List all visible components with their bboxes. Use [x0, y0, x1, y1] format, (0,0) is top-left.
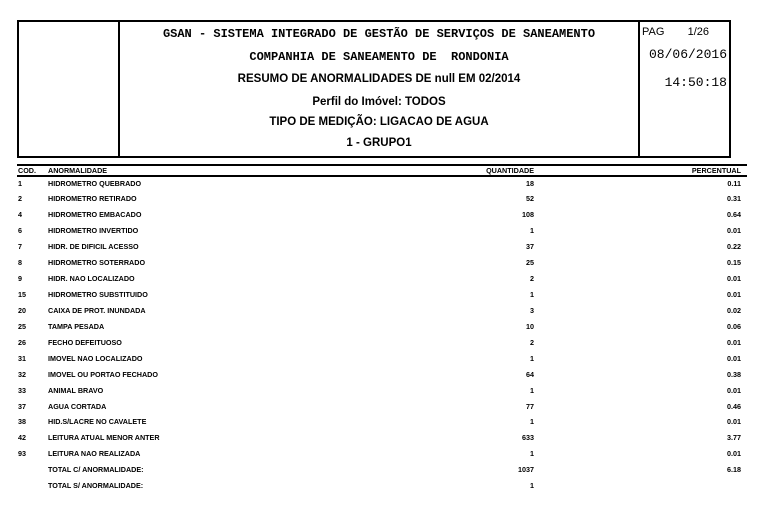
row-cod: 20 [18, 305, 26, 315]
row-percentual: 0.01 [727, 337, 741, 347]
system-title: GSAN - SISTEMA INTEGRADO DE GESTÃO DE SERVIÇOS DE SANEAMENTO [162, 27, 596, 41]
row-anormalidade: AGUA CORTADA [48, 401, 107, 411]
table-row [0, 258, 759, 268]
row-anormalidade: IMOVEL OU PORTAO FECHADO [48, 369, 158, 379]
page-number: 1/26 [687, 26, 709, 38]
row-cod: 2 [18, 194, 22, 204]
row-cod: 93 [18, 449, 26, 459]
table-row [0, 386, 759, 396]
row-percentual: 0.01 [727, 290, 741, 299]
table-row [0, 242, 759, 252]
table-row [0, 417, 759, 427]
row-quantidade: 37 [526, 242, 534, 252]
row-quantidade: 18 [526, 178, 534, 188]
row-anormalidade: LEITURA ATUAL MENOR ANTER [48, 433, 160, 443]
row-anormalidade: FECHO DEFEITUOSO [48, 337, 122, 347]
row-quantidade: 1 [530, 226, 534, 236]
row-percentual: 3.77 [727, 433, 741, 443]
row-quantidade: 1 [530, 290, 534, 299]
row-percentual: 0.02 [727, 305, 741, 315]
table-row [0, 322, 759, 332]
row-percentual: 0.64 [727, 210, 741, 220]
profile-line: Perfil do Imóvel: TODOS [312, 96, 446, 108]
table-row [0, 402, 759, 412]
row-quantidade: 25 [526, 258, 534, 268]
row-anormalidade: TOTAL S/ ANORMALIDADE: [48, 481, 144, 491]
row-cod: 31 [18, 353, 26, 363]
row-percentual: 0.01 [727, 226, 741, 236]
row-percentual: 0.01 [727, 274, 741, 284]
row-percentual: 0.06 [727, 321, 741, 331]
row-percentual: 0.01 [727, 449, 741, 459]
row-quantidade: 3 [530, 305, 534, 315]
table-row [0, 338, 759, 348]
row-anormalidade: HIDROMETRO SOTERRADO [48, 258, 146, 268]
row-cod: 7 [18, 242, 22, 252]
table-header-rule [17, 175, 747, 177]
company-name: COMPANHIA DE SANEAMENTO DE RONDONIA [249, 50, 509, 64]
row-anormalidade: HIDROMETRO INVERTIDO [48, 226, 139, 236]
row-percentual: 0.11 [727, 178, 741, 188]
row-cod: 33 [18, 385, 26, 395]
row-quantidade: 1 [530, 417, 534, 427]
row-quantidade: 1 [530, 481, 534, 491]
column-header-anormalidade: ANORMALIDADE [48, 165, 108, 175]
table-row [0, 194, 759, 204]
row-anormalidade: HID.S/LACRE NO CAVALETE [48, 417, 147, 427]
table-row [0, 274, 759, 284]
row-anormalidade: HIDR. DE DIFICIL ACESSO [48, 242, 139, 252]
row-quantidade: 2 [530, 274, 534, 284]
row-percentual: 0.38 [727, 369, 741, 379]
row-anormalidade: HIDR. NAO LOCALIZADO [48, 274, 135, 284]
row-quantidade: 1 [530, 385, 534, 395]
report-date: 08/06/2016 [648, 47, 727, 62]
row-quantidade: 1 [530, 353, 534, 363]
row-cod: 9 [18, 274, 22, 284]
report-title: RESUMO DE ANORMALIDADES DE null EM 02/2014 [237, 73, 521, 85]
page-indicator [642, 25, 709, 39]
row-cod: 37 [18, 401, 26, 411]
row-cod: 32 [18, 369, 26, 379]
row-percentual: 0.31 [727, 194, 741, 204]
table-header-row [0, 166, 759, 176]
row-anormalidade: CAIXA DE PROT. INUNDADA [48, 305, 146, 315]
table-row [0, 290, 759, 300]
table-row [0, 370, 759, 380]
table-row [0, 449, 759, 459]
row-percentual: 0.22 [727, 242, 741, 252]
row-quantidade: 64 [526, 369, 534, 379]
table-row [0, 226, 759, 236]
row-quantidade: 108 [522, 210, 534, 220]
report-header-box [17, 20, 731, 158]
row-cod: 42 [18, 433, 26, 443]
row-anormalidade: HIDROMETRO QUEBRADO [48, 178, 142, 188]
report-time: 14:50:18 [664, 75, 727, 90]
row-quantidade: 52 [526, 194, 534, 204]
row-percentual: 0.15 [727, 258, 741, 268]
row-anormalidade: HIDROMETRO SUBSTITUIDO [48, 290, 148, 299]
table-row [0, 179, 759, 189]
row-cod: 8 [18, 258, 22, 268]
row-anormalidade: LEITURA NAO REALIZADA [48, 449, 141, 459]
row-cod: 15 [18, 290, 26, 299]
table-row [0, 433, 759, 443]
row-cod: 26 [18, 337, 26, 347]
column-header-percentual: PERCENTUAL [691, 165, 741, 175]
row-quantidade: 1037 [518, 465, 534, 475]
row-quantidade: 10 [526, 321, 534, 331]
column-header-quantidade: QUANTIDADE [486, 165, 534, 175]
page-label: PAG [642, 26, 665, 38]
row-percentual: 0.01 [727, 417, 741, 427]
group-line: 1 - GRUPO1 [346, 137, 412, 149]
table-row [0, 306, 759, 316]
row-anormalidade: IMOVEL NAO LOCALIZADO [48, 353, 143, 363]
row-quantidade: 1 [530, 449, 534, 459]
column-header-cod: COD. [18, 165, 36, 175]
row-cod: 4 [18, 210, 22, 220]
row-percentual: 0.46 [727, 401, 741, 411]
row-anormalidade: TAMPA PESADA [48, 321, 105, 331]
table-row [0, 465, 759, 475]
row-anormalidade: TOTAL C/ ANORMALIDADE: [48, 465, 144, 475]
row-percentual: 0.01 [727, 385, 741, 395]
row-percentual: 0.01 [727, 353, 741, 363]
table-row [0, 210, 759, 220]
row-percentual: 6.18 [727, 465, 741, 475]
measurement-type-line: TIPO DE MEDIÇÃO: LIGACAO DE AGUA [269, 116, 489, 128]
row-cod: 1 [18, 178, 22, 188]
row-anormalidade: ANIMAL BRAVO [48, 385, 104, 395]
row-quantidade: 2 [530, 337, 534, 347]
row-cod: 38 [18, 417, 26, 427]
row-anormalidade: HIDROMETRO EMBACADO [48, 210, 142, 220]
table-row [0, 481, 759, 491]
page-info-panel [640, 22, 729, 156]
row-cod: 6 [18, 226, 22, 236]
row-quantidade: 77 [526, 401, 534, 411]
row-quantidade: 633 [522, 433, 534, 443]
row-cod: 25 [18, 321, 26, 331]
table-row [0, 354, 759, 364]
row-anormalidade: HIDROMETRO RETIRADO [48, 194, 137, 204]
